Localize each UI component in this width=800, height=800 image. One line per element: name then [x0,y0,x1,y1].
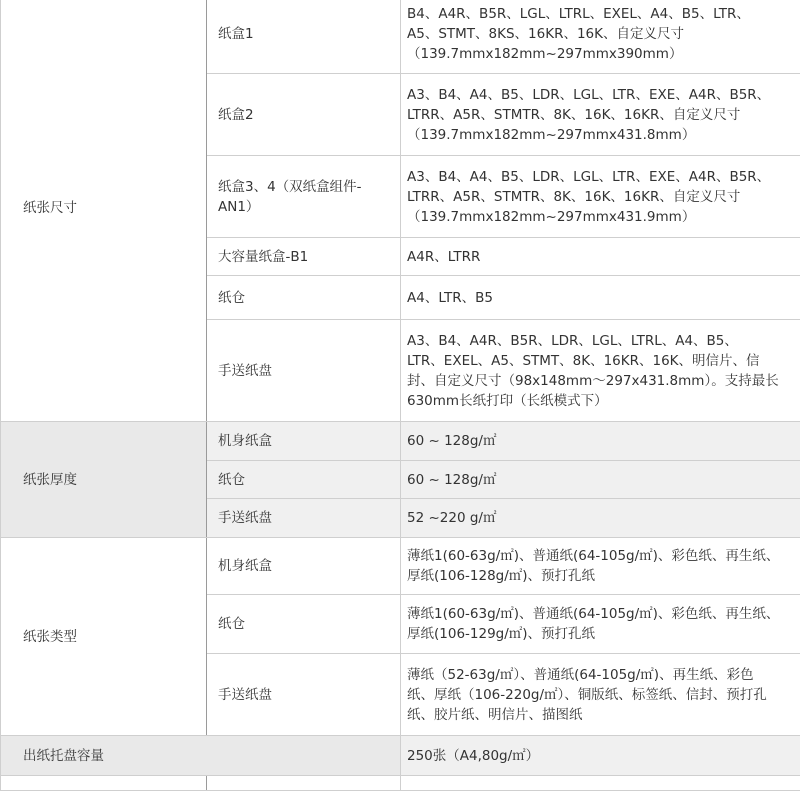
category-paper-type: 纸张类型 [1,538,207,736]
cut-off-cell [207,776,401,791]
source-cell: 纸盒3、4（双纸盒组件- AN1） [207,156,401,238]
spec-cell: 250张（A4,80g/㎡） [401,736,800,776]
cut-off-cell [401,776,800,791]
spec-cell: A3、B4、A4、B5、LDR、LGL、LTR、EXE、A4R、B5R、 LTRR、A5R、STMTR、8K、16K、16KR、自定义尺寸 （139.7mmx182mm~297mmx431.9mm） [401,156,800,238]
table-row [1,776,800,791]
table-row [1,422,800,461]
category-paper-size: 纸张尺寸 [1,0,207,422]
spec-cell: B4、A4R、B5R、LGL、LTRL、EXEL、A4、B5、LTR、 A5、STMT、8KS、16KR、16K、自定义尺寸 （139.7mmx182mm~297mmx390mm） [401,0,800,74]
source-cell: 纸仓 [207,461,401,499]
spec-cell: 薄纸1(60-63g/㎡)、普通纸(64-105g/㎡)、彩色纸、再生纸、 厚纸(106-128g/㎡)、预打孔纸 [401,538,800,595]
spec-cell: 60 ~ 128g/㎡ [401,422,800,461]
source-cell: 机身纸盒 [207,422,401,461]
table-row [1,538,800,595]
spec-cell: 52 ~220 g/㎡ [401,499,800,538]
spec-cell: A4R、LTRR [401,238,800,276]
cut-off-cell [1,776,207,791]
source-cell: 大容量纸盒-B1 [207,238,401,276]
spec-cell: A3、B4、A4R、B5R、LDR、LGL、LTRL、A4、B5、 LTR、EXEL、A5、STMT、8K、16KR、16K、明信片、信 封、自定义尺寸（98x148mm～297x431.8mm）。支持最长 630mm长纸打印（长纸模式下） [401,320,800,422]
source-cell: 纸仓 [207,276,401,320]
spec-cell: 薄纸（52-63g/㎡）、普通纸(64-105g/㎡)、再生纸、彩色 纸、厚纸（106-220g/㎡）、铜版纸、标签纸、信封、预打孔 纸、胶片纸、明信片、描图纸 [401,654,800,736]
table-row [1,0,800,74]
table-row [1,736,800,776]
source-cell: 纸仓 [207,595,401,654]
source-cell: 手送纸盘 [207,499,401,538]
source-cell: 手送纸盘 [207,320,401,422]
spec-cell: 60 ~ 128g/㎡ [401,461,800,499]
source-cell: 机身纸盒 [207,538,401,595]
category-output-tray: 出纸托盘容量 [1,736,401,776]
spec-cell: A3、B4、A4、B5、LDR、LGL、LTR、EXE、A4R、B5R、 LTRR、A5R、STMTR、8K、16K、16KR、自定义尺寸 （139.7mmx182mm~297mmx431.8mm） [401,74,800,156]
spec-cell: 薄纸1(60-63g/㎡)、普通纸(64-105g/㎡)、彩色纸、再生纸、 厚纸(106-129g/㎡)、预打孔纸 [401,595,800,654]
source-cell: 纸盒1 [207,0,401,74]
source-cell: 手送纸盘 [207,654,401,736]
source-cell: 纸盒2 [207,74,401,156]
spec-cell: A4、LTR、B5 [401,276,800,320]
category-paper-weight: 纸张厚度 [1,422,207,538]
